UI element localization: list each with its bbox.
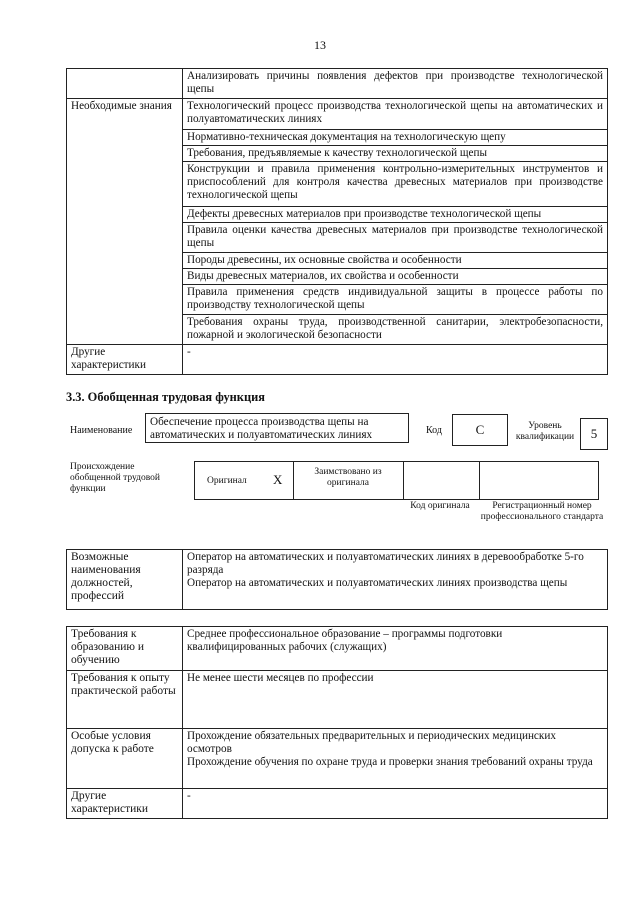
- name-label: Наименование: [70, 425, 133, 436]
- reg-number-caption: Регистрационный номер профессионального стандарта: [480, 501, 604, 522]
- list-item: Конструкции и правила применения контрольно-измерительных инструментов и приспособлений для контроля качества древесных материалов при производстве технологической щепы: [183, 162, 608, 207]
- function-name: Обеспечение процесса производства щепы на автоматических и полуавтоматических линиях: [150, 416, 373, 441]
- positions-label: Возможные наименования должностей, профессий: [67, 550, 183, 610]
- empty-label-cell: [67, 69, 183, 99]
- borrowed-label: Заимствовано из оригинала: [314, 467, 382, 488]
- other-characteristics-label: Другие характеристики: [67, 789, 183, 819]
- knowledge-table: [66, 68, 608, 375]
- code-original-caption: Код оригинала: [410, 501, 470, 511]
- page-number: 13: [314, 38, 326, 52]
- requirements-table: [66, 626, 608, 819]
- original-cell: [195, 462, 294, 499]
- knowledge-label: Необходимые знания: [67, 99, 183, 345]
- experience-value: Не менее шести месяцев по профессии: [183, 671, 608, 729]
- function-name-box: [145, 413, 409, 443]
- section-title: 3.3. Обобщенная трудовая функция: [66, 390, 265, 404]
- original-mark: X: [273, 472, 283, 487]
- list-item: Виды древесных материалов, их свойства и особенности: [183, 269, 608, 285]
- list-item: Оператор на автоматических и полуавтоматических линиях производства щепы: [187, 577, 568, 589]
- table-row: Анализировать причины появления дефектов при производстве технологической щепы: [183, 69, 608, 99]
- experience-label: Требования к опыту практической работы: [67, 671, 183, 729]
- other-characteristics-value: -: [183, 789, 608, 819]
- level-value: 5: [590, 426, 598, 441]
- special-conditions-label: Особые условия допуска к работе: [67, 729, 183, 789]
- code-label: Код: [426, 425, 442, 436]
- list-item: Прохождение обучения по охране труда и проверки знания требований охраны труда: [187, 756, 593, 768]
- list-item: Требования, предъявляемые к качеству технологической щепы: [183, 146, 608, 162]
- list-item: Требования охраны труда, производственной санитарии, электробезопасности, пожарной и экологической безопасности: [183, 315, 608, 345]
- positions-table: [66, 549, 608, 610]
- special-conditions-value: [183, 729, 608, 789]
- list-item: Породы древесины, их основные свойства и особенности: [183, 253, 608, 269]
- list-item: Правила применения средств индивидуальной защиты в процессе работы по производству технологической щепы: [183, 285, 608, 315]
- list-item: Правила оценки качества древесных материалов при производстве технологической щепы: [183, 223, 608, 253]
- list-item: Нормативно-техническая документация на технологическую щепу: [183, 130, 608, 146]
- list-item: Прохождение обязательных предварительных и периодических медицинских осмотров: [187, 730, 556, 755]
- code-original-cell: [404, 462, 480, 499]
- education-label: Требования к образованию и обучению: [67, 627, 183, 671]
- level-box: [580, 418, 608, 450]
- other-label: Другие характеристики: [67, 345, 183, 375]
- original-label: Оригинал: [207, 476, 247, 486]
- origin-label: Происхождение обобщенной трудовой функции: [70, 462, 160, 494]
- code-value: C: [475, 422, 485, 437]
- positions-values: [183, 550, 608, 610]
- other-value: -: [183, 345, 608, 375]
- code-box: [452, 414, 508, 446]
- borrowed-cell: [293, 462, 404, 499]
- list-item: Оператор на автоматических и полуавтоматических линиях в деревообработке 5-го разряда: [187, 551, 584, 576]
- level-label: Уровень квалификации: [515, 421, 575, 442]
- education-value: Среднее профессиональное образование – программы подготовки квалифицированных рабочих (служащих): [183, 627, 608, 671]
- list-item: Технологический процесс производства технологической щепы на автоматических и полуавтоматических линиях: [183, 99, 608, 130]
- list-item: Дефекты древесных материалов при производстве технологической щепы: [183, 207, 608, 223]
- origin-box: [194, 461, 599, 500]
